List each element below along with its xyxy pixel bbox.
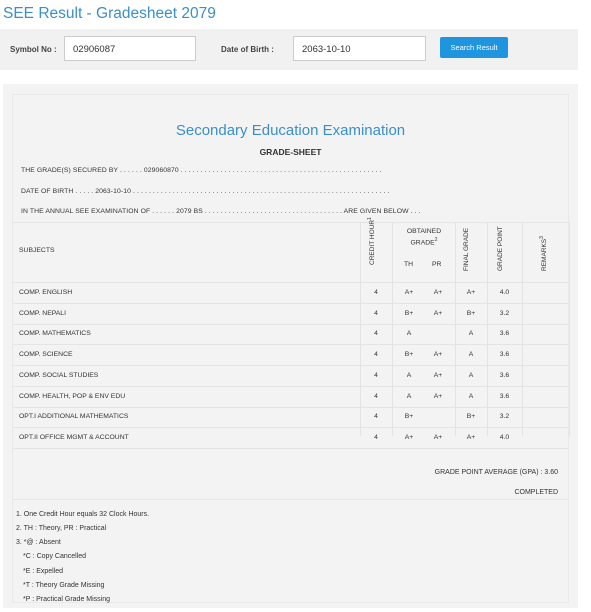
search-result-button[interactable]: Search Result [440, 37, 508, 58]
final-cell: B+ [466, 413, 476, 421]
credit-cell: 4 [374, 413, 378, 421]
page-title: SEE Result - Gradesheet 2079 [3, 5, 216, 22]
notes-divider [13, 499, 568, 500]
gp-cell: 3.6 [499, 330, 510, 338]
final-cell: A [468, 351, 474, 359]
credit-cell: 4 [374, 351, 378, 359]
note-item: 2. TH : Theory, PR : Practical [16, 525, 107, 532]
grade-point-header: GRADE POINT [497, 226, 504, 271]
final-cell: A [468, 330, 474, 338]
symbol-no-input[interactable]: 02906087 [64, 36, 196, 61]
note-item: 3. *@ : Absent [16, 539, 61, 546]
subject-cell: COMP. ENGLISH [19, 289, 73, 296]
pr-cell: A+ [433, 433, 443, 441]
subjects-header: SUBJECTS [19, 247, 55, 254]
final-cell: B+ [466, 309, 476, 317]
th-cell: B+ [404, 413, 414, 421]
note-item: *C : Copy Cancelled [23, 553, 87, 560]
credit-cell: 4 [374, 371, 378, 379]
gradesheet [12, 94, 569, 603]
col-divider [360, 222, 361, 436]
col-divider [487, 222, 488, 436]
final-cell: A [468, 392, 474, 400]
col-divider [522, 222, 523, 436]
pr-header: PR [432, 261, 442, 268]
final-grade-header: FINAL GRADE [463, 227, 470, 271]
credit-cell: 4 [374, 330, 378, 338]
note-item: 1. One Credit Hour equals 32 Clock Hours. [16, 511, 150, 518]
exam-title: Secondary Education Examination [175, 122, 406, 139]
exam-line: IN THE ANNUAL SEE EXAMINATION OF . . . . . . 2079 BS . . . . . . . . . . . . . . . . . . . . . . . . . . . . . . . . . . . ARE GIVEN BELOW . . . [21, 208, 421, 215]
note-item: *P : Practical Grade Missing [23, 596, 111, 603]
row-divider [13, 407, 568, 408]
th-cell: A [406, 392, 412, 400]
credit-cell: 4 [374, 433, 378, 441]
subject-cell: OPT.II OFFICE MGMT & ACCOUNT [19, 433, 129, 441]
gp-cell: 4.0 [499, 289, 510, 296]
note-item: *E : Expelled [23, 568, 64, 575]
col-divider [569, 222, 570, 436]
final-cell: A+ [466, 289, 476, 296]
search-bar [0, 29, 578, 70]
th-cell: A [406, 371, 412, 379]
row-divider [13, 448, 568, 449]
pr-cell: A+ [433, 392, 443, 400]
table-top-border [13, 222, 568, 223]
th-cell: A+ [404, 433, 414, 441]
remarks-header: REMARKS$^3$ [539, 236, 549, 271]
gradesheet-container [3, 84, 578, 608]
row-divider [13, 365, 568, 366]
table-header-border [13, 282, 568, 283]
pr-cell: A+ [433, 309, 443, 317]
grade-sheet-heading: GRADE-SHEET [259, 147, 322, 157]
obtained-grade-header: OBTAINED GRADE$^2$ [406, 228, 442, 247]
final-cell: A [468, 371, 474, 379]
pr-cell: A+ [433, 351, 443, 359]
col-divider [455, 222, 456, 436]
date-of-birth-label: Date of Birth : [221, 45, 274, 54]
gp-cell: 3.6 [499, 392, 510, 400]
row-divider [13, 427, 568, 428]
th-cell: B+ [404, 351, 414, 359]
date-of-birth-line: DATE OF BIRTH . . . . . 2063-10-10 . . . . . . . . . . . . . . . . . . . . . . . . . . . . . . . . . . . . . . . . . . . . . . . . . . . . . . . . . . . . . . . . . [21, 188, 390, 195]
subject-cell: COMP. SOCIAL STUDIES [19, 371, 99, 379]
gp-cell: 4.0 [499, 433, 510, 441]
row-divider [13, 324, 568, 325]
pr-cell: A+ [433, 289, 443, 296]
gp-cell: 3.2 [499, 309, 510, 317]
note-item: *T : Theory Grade Missing [23, 582, 105, 589]
row-divider [13, 344, 568, 345]
subject-cell: OPT.I ADDITIONAL MATHEMATICS [19, 413, 129, 421]
gp-cell: 3.2 [499, 413, 510, 421]
pr-cell: A+ [433, 371, 443, 379]
final-cell: A+ [466, 433, 476, 441]
credit-cell: 4 [374, 309, 378, 317]
col-divider [392, 222, 393, 436]
gp-cell: 3.6 [499, 351, 510, 359]
subject-cell: COMP. HEALTH, POP & ENV EDU [19, 392, 126, 400]
grade-secured-line: THE GRADE(S) SECURED BY . . . . . . 029060870 . . . . . . . . . . . . . . . . . . . . . . . . . . . . . . . . . . . . . . . . . . . . . . . . . . . [21, 167, 382, 174]
th-cell: A+ [404, 289, 414, 296]
th-header: TH [404, 261, 414, 268]
credit-hour-header: CREDIT HOUR$^1$ [367, 217, 377, 265]
subject-cell: COMP. SCIENCE [19, 351, 73, 359]
subject-cell: COMP. NEPALI [19, 309, 66, 317]
completed-status: COMPLETED [514, 489, 558, 496]
gpa-text: GRADE POINT AVERAGE (GPA) : 3.60 [434, 469, 558, 476]
row-divider [13, 303, 568, 304]
row-divider [13, 386, 568, 387]
gp-cell: 3.6 [499, 371, 510, 379]
symbol-no-label: Symbol No : [10, 45, 57, 54]
th-cell: B+ [404, 309, 414, 317]
subject-cell: COMP. MATHEMATICS [19, 330, 91, 338]
credit-cell: 4 [374, 392, 378, 400]
credit-cell: 4 [374, 289, 378, 296]
date-of-birth-input[interactable]: 2063-10-10 [293, 36, 426, 61]
th-cell: A [406, 330, 412, 338]
